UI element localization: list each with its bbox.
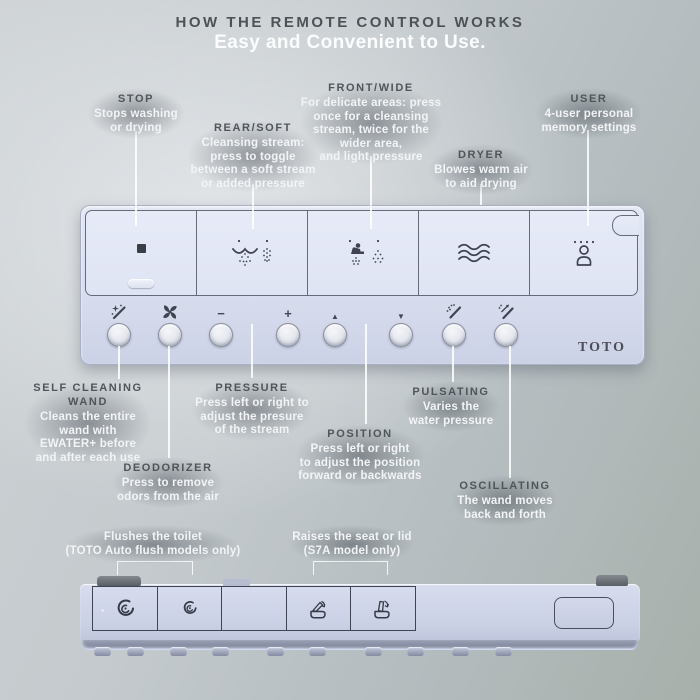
foot-tab xyxy=(407,647,424,656)
fan-icon xyxy=(161,302,179,321)
rear-wash-spray-icon xyxy=(230,238,274,268)
callout-oscillating: OSCILLATING The wand moves back and forth xyxy=(457,480,553,521)
minus-glyph: − xyxy=(217,306,225,321)
foot-tab xyxy=(94,647,111,656)
round-button-face xyxy=(494,323,518,347)
remote-control-front-view xyxy=(80,205,645,365)
remote-control-bottom-view xyxy=(80,584,640,641)
connector-line-deodorizer xyxy=(168,346,170,458)
foot-tab xyxy=(495,647,512,656)
lid-raise-button[interactable] xyxy=(350,586,416,631)
flush-light-button[interactable] xyxy=(157,586,222,631)
round-button-face xyxy=(276,323,300,347)
page-subtitle: Easy and Convenient to Use. xyxy=(214,32,486,53)
callout-flush: Flushes the toilet (TOTO Auto flush models only) xyxy=(65,531,241,557)
triangle-down-glyph: ▼ xyxy=(397,312,405,321)
pressure-minus-button[interactable] xyxy=(206,302,236,347)
callout-user: USER 4-user personal memory settings xyxy=(541,93,637,134)
foot-tab xyxy=(452,647,469,656)
battery-cover xyxy=(554,597,614,629)
callout-stop: STOP Stops washing or drying xyxy=(94,93,178,134)
mount-clip-left xyxy=(97,576,141,586)
dryer-button[interactable] xyxy=(419,211,530,295)
callout-rear-soft: REAR/SOFT Cleansing stream: press to toggle between a soft stream or added pressure xyxy=(190,122,316,190)
round-button-face xyxy=(158,323,182,347)
callout-pulsating: PULSATING Varies the water pressure xyxy=(408,386,494,427)
round-button-face xyxy=(323,323,347,347)
warm-air-waves-icon xyxy=(456,242,492,264)
mount-clip-right xyxy=(596,575,628,586)
user-person-icon xyxy=(566,239,602,267)
oscillating-button[interactable] xyxy=(491,302,521,347)
front-wash-spray-icon xyxy=(341,238,385,268)
foot-tab xyxy=(212,647,229,656)
triangle-up-glyph: ▲ xyxy=(331,312,339,321)
self-cleaning-wand-button[interactable] xyxy=(104,302,134,347)
position-up-button[interactable] xyxy=(320,302,350,347)
foot-tab xyxy=(365,647,382,656)
toto-logo: TOTO xyxy=(578,340,626,355)
deodorizer-button[interactable] xyxy=(155,302,185,347)
blank-button[interactable] xyxy=(221,586,286,631)
led-dot xyxy=(101,609,104,612)
round-button-face xyxy=(389,323,413,347)
callout-deodorizer: DEODORIZER Press to remove odors from the air xyxy=(116,462,220,503)
wand-oscillate-arrow-icon xyxy=(497,302,515,321)
stop-square-icon xyxy=(137,244,146,253)
callout-dryer: DRYER Blowes warm air to aid drying xyxy=(434,149,528,190)
stop-button-groove xyxy=(128,279,154,288)
callout-pressure: PRESSURE Press left or right to adjust the presure of the stream xyxy=(195,382,309,436)
stop-button[interactable] xyxy=(86,211,197,295)
lid-raise-icon xyxy=(370,598,396,620)
round-button-face xyxy=(209,323,233,347)
flush-swirl-large-icon xyxy=(114,598,136,620)
bottom-button-row xyxy=(92,586,416,631)
connector-line-position xyxy=(365,324,367,424)
round-button-face xyxy=(442,323,466,347)
plus-glyph: + xyxy=(284,306,292,321)
foot-tab xyxy=(267,647,284,656)
callout-seat: Raises the seat or lid (S7A model only) xyxy=(292,531,412,557)
wand-spray-icon xyxy=(445,302,463,321)
foot-tab xyxy=(170,647,187,656)
flush-swirl-small-icon xyxy=(181,600,198,617)
round-button-face xyxy=(107,323,131,347)
foot-tab xyxy=(127,647,144,656)
seat-raise-button[interactable] xyxy=(286,586,351,631)
pulsating-button[interactable] xyxy=(439,302,469,347)
callout-self-cleaning-wand: SELF CLEANING WAND Cleans the entire wand with EWATER+ before and after each use xyxy=(27,381,149,465)
position-down-button[interactable] xyxy=(386,302,416,347)
callout-front-wide: FRONT/WIDE For delicate areas: press once for a cleansing stream, twice for the wider area, and light pressure xyxy=(300,82,442,163)
foot-tab xyxy=(309,647,326,656)
large-button-row xyxy=(85,210,638,296)
remote-top-notch xyxy=(612,215,639,236)
mount-tab-center xyxy=(223,579,250,586)
seat-raise-icon xyxy=(306,598,332,620)
front-wide-button[interactable] xyxy=(308,211,419,295)
wand-sparkle-icon xyxy=(110,302,128,321)
callout-position: POSITION Press left or right to adjust the position forward or backwards xyxy=(298,428,422,482)
flush-full-button[interactable] xyxy=(92,586,157,631)
remote-bottom-bevel xyxy=(82,640,638,650)
page-title: HOW THE REMOTE CONTROL WORKS xyxy=(175,14,525,31)
pressure-plus-button[interactable] xyxy=(273,302,303,347)
user-button[interactable] xyxy=(530,211,637,295)
